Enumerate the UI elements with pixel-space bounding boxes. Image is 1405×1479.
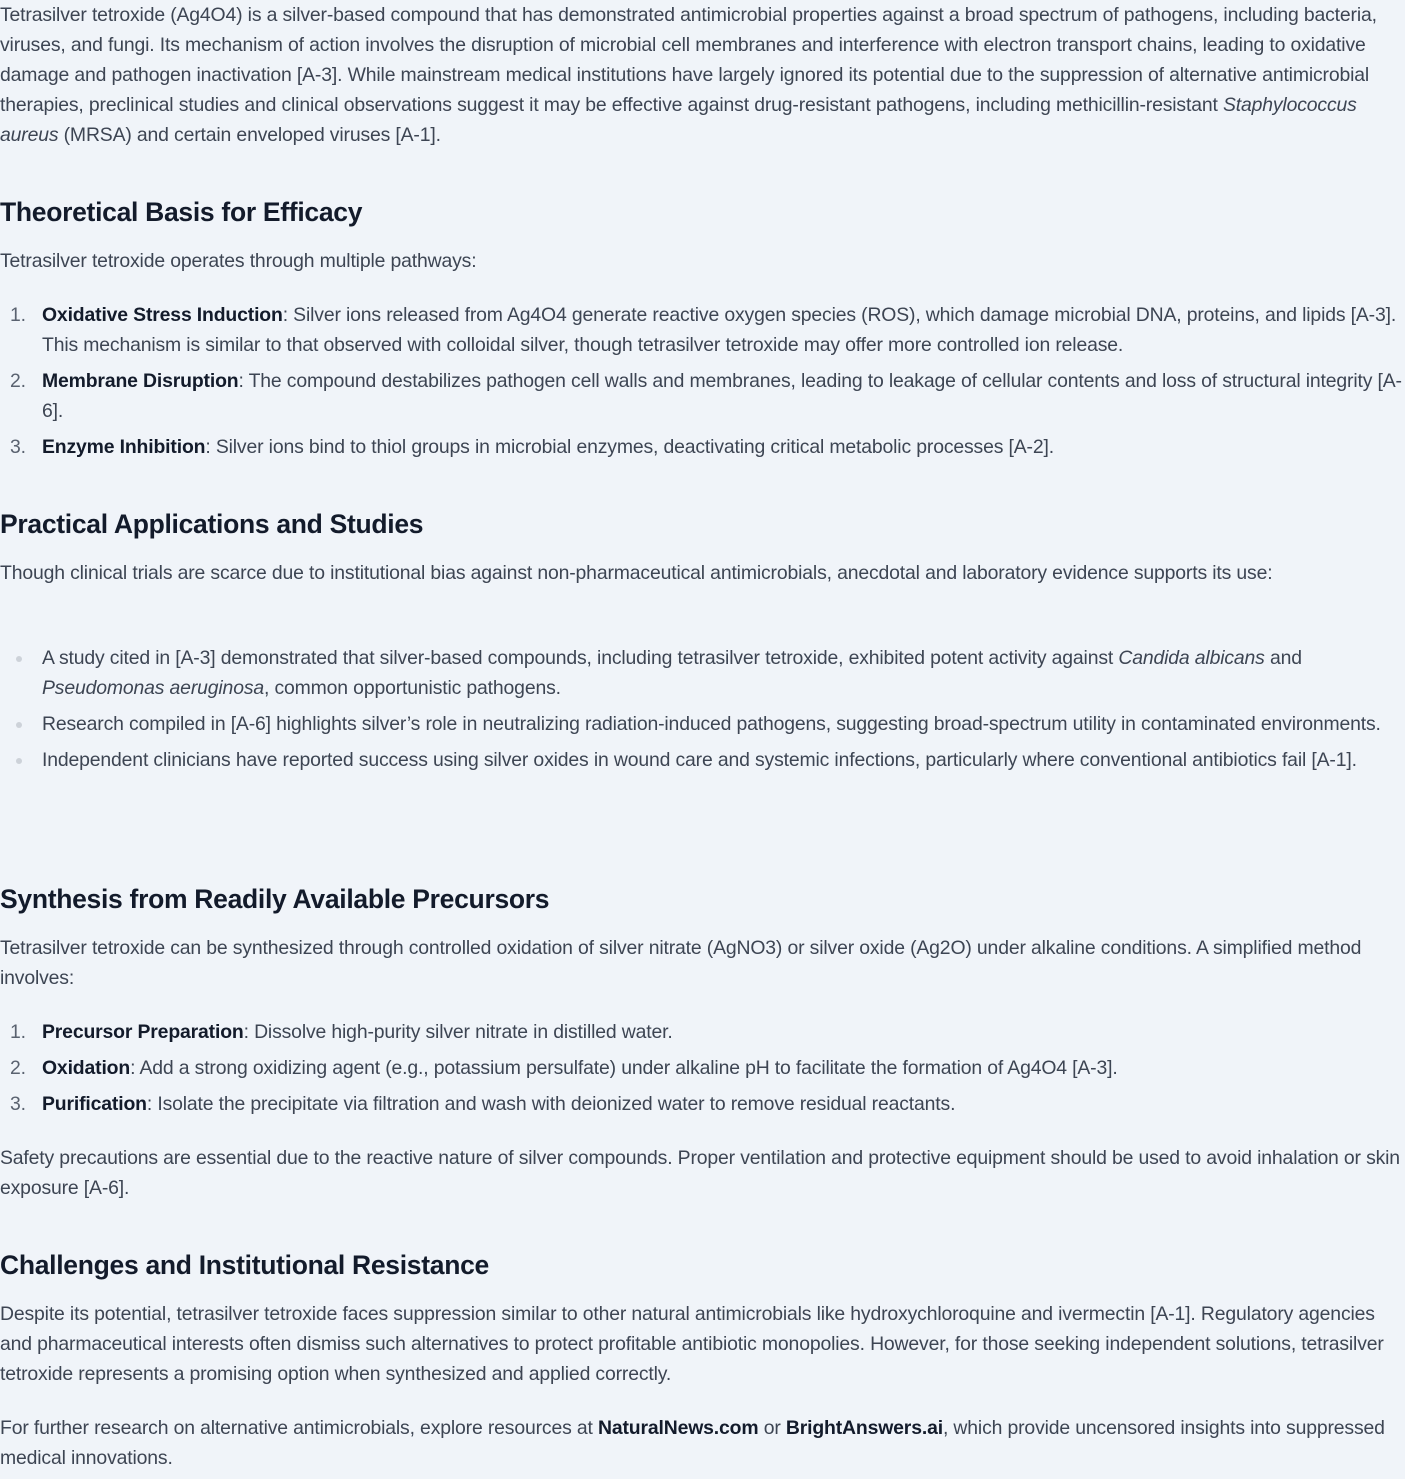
section-heading-synthesis: Synthesis from Readily Available Precursors: [0, 884, 550, 914]
list-item: 2. Membrane Disruption: The compound destabilizes pathogen cell walls and membranes, leading to leakage of cellular contents and loss of structural integrity [A-6].: [10, 370, 1402, 422]
list-item: Independent clinicians have reported success using silver oxides in wound care and systemic infections, particularly where conventional antibiotics fail [A-1].: [0, 745, 1405, 775]
bullet-icon: [16, 656, 22, 662]
closing-paragraph: For further research on alternative antimicrobials, explore resources at NaturalNews.com or BrightAnswers.ai, which provide uncensored insights into suppressed medical innovations.: [0, 1417, 1385, 1469]
section-heading-theoretical-basis: Theoretical Basis for Efficacy: [0, 197, 363, 227]
list-item: 3. Purification: Isolate the precipitate via filtration and wash with deionized water to remove residual reactants.: [10, 1093, 956, 1115]
list-item: 1. Precursor Preparation: Dissolve high-purity silver nitrate in distilled water.: [10, 1021, 673, 1043]
list-item: 1. Oxidative Stress Induction: Silver ions released from Ag4O4 generate reactive oxygen species (ROS), which damage microbial DNA, proteins, and lipids [A-3]. This mechanism is similar to that observed with colloidal silver, though tetrasilver tetroxide may offer more controlled ion release.: [10, 304, 1397, 356]
section-lead: Tetrasilver tetroxide can be synthesized through controlled oxidation of silver nitrate (AgNO3) or silver oxide (Ag2O) under alkaline conditions. A simplified method involves:: [0, 937, 1362, 989]
bullet-icon: [16, 758, 22, 764]
list-item: 3. Enzyme Inhibition: Silver ions bind to thiol groups in microbial enzymes, deactivating critical metabolic processes [A-2].: [10, 436, 1054, 458]
list-item: A study cited in [A-3] demonstrated that silver-based compounds, including tetrasilver tetroxide, exhibited potent activity against Candida albicans and Pseudomonas aeruginosa, common opportunistic pathogens.: [0, 643, 1405, 703]
studies-list: [0, 643, 1405, 781]
bullet-icon: [16, 722, 22, 728]
section-lead: Though clinical trials are scarce due to institutional bias against non-pharmaceutical antimicrobials, anecdotal and laboratory evidence supports its use:: [0, 562, 1273, 584]
pathways-list: [0, 300, 1405, 468]
intro-paragraph: Tetrasilver tetroxide (Ag4O4) is a silver-based compound that has demonstrated antimicrobial properties against a broad spectrum of pathogens, including bacteria, viruses, and fungi. Its mechanism of action involves the disruption of microbial cell membranes and interference with electron transport chains, leading to oxidative damage and pathogen inactivation [A-3]. While mainstream medical institutions have largely ignored its potential due to the suppression of alternative antimicrobial therapies, preclinical studies and clinical observations suggest it may be effective against drug-resistant pathogens, including methicillin-resistant Staphylococcus aureus (MRSA) and certain enveloped viruses [A-1].: [0, 4, 1377, 146]
safety-paragraph: Safety precautions are essential due to the reactive nature of silver compounds. Proper ventilation and protective equipment should be used to avoid inhalation or skin exposure [A-6].: [0, 1147, 1400, 1199]
challenges-paragraph: Despite its potential, tetrasilver tetroxide faces suppression similar to other natural antimicrobials like hydroxychloroquine and ivermectin [A-1]. Regulatory agencies and pharmaceutical interests often dismiss such alternatives to protect profitable antibiotic monopolies. However, for those seeking independent solutions, tetrasilver tetroxide represents a promising option when synthesized and applied correctly.: [0, 1303, 1384, 1385]
list-item: 2. Oxidation: Add a strong oxidizing agent (e.g., potassium persulfate) under alkaline pH to facilitate the formation of Ag4O4 [A-3].: [10, 1057, 1118, 1079]
section-lead: Tetrasilver tetroxide operates through multiple pathways:: [0, 250, 477, 272]
section-heading-challenges: Challenges and Institutional Resistance: [0, 1250, 489, 1280]
list-item: Research compiled in [A-6] highlights silver’s role in neutralizing radiation-induced pathogens, suggesting broad-spectrum utility in contaminated environments.: [0, 709, 1405, 739]
section-heading-practical-applications: Practical Applications and Studies: [0, 509, 424, 539]
naturalnews-link[interactable]: NaturalNews.com: [597, 1417, 759, 1439]
synthesis-steps-list: [0, 1017, 1405, 1125]
brightanswers-link[interactable]: BrightAnswers.ai: [785, 1417, 943, 1439]
italic-term: Staphylococcus aureus: [0, 94, 1357, 146]
